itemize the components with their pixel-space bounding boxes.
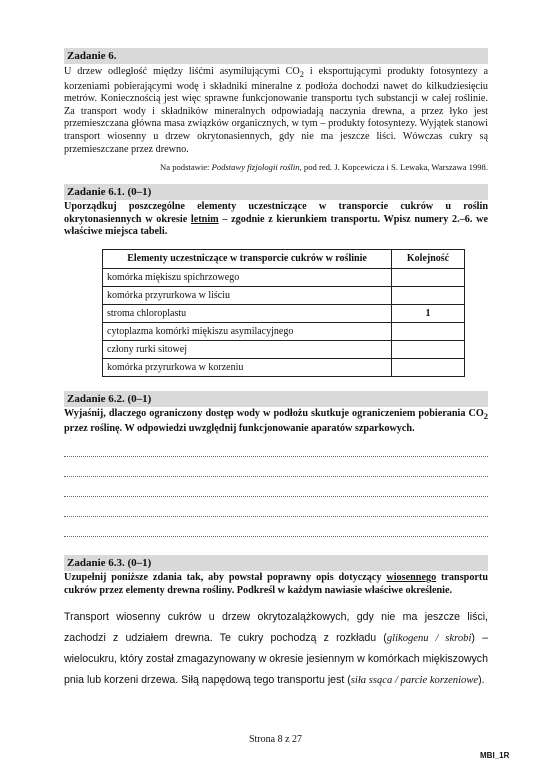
table-header-order: Kolejność [392,249,465,268]
task62-instr-a: Wyjaśnij, dlaczego ograniczony dostęp wody w podłożu skutkuje ograniczeniem pobierania CO [64,407,484,419]
task61-instr-a: Uporządkuj poszczególne elementy uczestniczące w transporcie cukrów u roślin okrytonasiennych w okresie [64,201,488,225]
task62-title: Zadanie 6.2. (0–1) [64,391,488,407]
source-book: Podstawy fizjologii roślin [211,162,300,173]
task6-intro [64,66,488,156]
table-cell-order[interactable] [392,322,465,340]
co2-subscript: 2 [299,69,304,80]
table-cell-order[interactable] [392,268,465,286]
answer-lines [64,437,488,537]
task63-instruction [64,572,488,597]
task6-intro-a: U drzew odległość między liśćmi asymilującymi CO [64,66,300,77]
table-cell-order[interactable] [392,358,465,376]
page-number: Strona 8 z 27 [248,734,303,745]
task63-text-b: ) – wielocukru, który został zmagazynowany w okresie jesiennym w komórkach miękiszowych pnia lub korzeni drzewa. Siłą napędową tego transportu jest ( [64,631,488,686]
table-cell-order: 1 [392,304,465,322]
table-header-elements: Elementy uczestniczące w transporcie cukrów w roślinie [103,249,392,268]
task63-text [64,607,488,691]
exam-page [64,0,488,691]
choice-glycogen-starch[interactable]: glikogenu / skrobi [386,632,472,644]
task63-text-a: Transport wiosenny cukrów u drzew okrytozalążkowych, gdy nie ma jeszcze liści, zachodzi z udziałem drewna. Te cukry pochodzą z rozkładu ( [64,611,488,644]
table-cell-element: komórka przyrurkowa w korzeniu [103,358,392,376]
task62-instr-c: przez roślinę. W odpowiedzi uwzględnij funkcjonowanie aparatów szparkowych. [64,422,415,434]
table-cell-order[interactable] [392,286,465,304]
choice-suction-root-pressure[interactable]: siła ssąca / parcie korzeniowe [350,674,479,686]
answer-line[interactable] [64,517,488,537]
task63-instr-underlined: wiosennego [386,572,437,584]
task61-title: Zadanie 6.1. (0–1) [64,184,488,200]
table-cell-order[interactable] [392,340,465,358]
task6-source [64,162,488,172]
exam-code: MBI_1R [480,751,510,760]
order-table [102,249,465,377]
table-row [103,322,465,340]
answer-line[interactable] [64,497,488,517]
table-cell-element: cytoplazma komórki miękiszu asymilacyjnego [103,322,392,340]
table-row [103,268,465,286]
task61-instr-underlined: letnim [190,213,219,225]
task63-text-c: ). [478,673,485,686]
table-cell-element: komórka miękiszu spichrzowego [103,268,392,286]
answer-line[interactable] [64,457,488,477]
task63-instr-b: transportu cukrów przez elementy drewna rośliny. Podkreśl w każdym nawiasie właściwe określenie. [64,572,488,596]
table-row [103,304,465,322]
table-cell-element: człony rurki sitowej [103,340,392,358]
task6-title: Zadanie 6. [64,48,488,64]
table-cell-element: stroma chloroplastu [103,304,392,322]
co2-subscript: 2 [483,411,488,421]
source-suffix: , pod red. J. Kopcewicza i S. Lewaka, Warszawa 1998. [299,162,488,173]
table-cell-element: komórka przyrurkowa w liściu [103,286,392,304]
table-row [103,340,465,358]
answer-line[interactable] [64,437,488,457]
source-prefix: Na podstawie: [160,162,212,173]
task61-instruction [64,201,488,239]
table-row [103,358,465,376]
task63-instr-a: Uzupełnij poniższe zdania tak, aby powstał poprawny opis dotyczący [64,572,387,584]
answer-line[interactable] [64,477,488,497]
task61-instr-b: – zgodnie z kierunkiem transportu. Wpisz numery 2.–6. we właściwe miejsca tabeli. [64,213,488,238]
table-row [103,286,465,304]
task62-instruction [64,408,488,435]
task6-intro-c: i eksportującymi produkty fotosyntezy a korzeniami pobierającymi wodę i składniki mineralne z podłoża dochodzi nawet do kilkudziesięciu metrów. Koniecznością jest więc sprawne funkcjonowanie transportu tych substancji w całej roślinie. Za transport wody i składników mineralnych odpowiadają naczynia drewna, a przez łyko jest przemieszczana główna masa związków organicznych, w tym – produkty fotosyntezy. Wyjątek stanowi transport wiosenny u drzew okrytonasiennych, gdy nie ma jeszcze liści. Wówczas cukry są przemieszczane przez drewno. [64,66,488,155]
task63-title: Zadanie 6.3. (0–1) [64,555,488,571]
